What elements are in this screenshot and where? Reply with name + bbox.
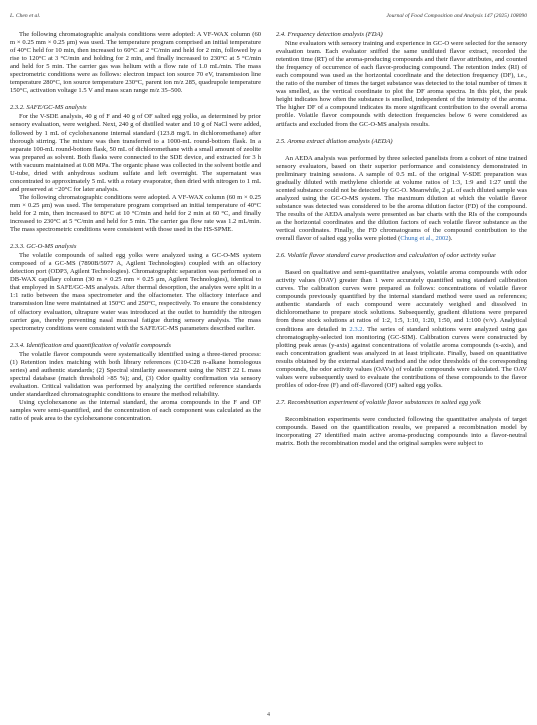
left-column [10, 31, 261, 423]
paragraph-standard-curve [276, 269, 527, 390]
heading-2-7: 2.7. Recombination experiment of volatile flavor substances in salted egg yolk [276, 398, 481, 406]
spacer [276, 261, 527, 269]
standard-curve-text-end: . The series of standard solutions were analyzed using gas chromatography-selected ion monitoring (GC-SIM). Calibration curves were constructed by plotting peak areas (y-axis) against concentrations of volatile aroma compounds (x-axis), and each concentration gradient was analyzed in at least triplicate. Finally, based on quantitative results obtained by the external standard method and the odor thresholds of the corresponding compounds, the odor activity values (OAVs) of volatile compounds were calculated. The OAV values were subsequently used to evaluate the contributions of these compounds to the flavor profiles of odor-free (F) and off-flavored (OF) salted egg yolks. [276, 325, 527, 389]
heading-2-3-4: 2.3.4. Identification and quantification of volatile compounds [10, 341, 171, 349]
paragraph-aeda [276, 155, 527, 244]
paragraph-identification: The volatile flavor compounds were systematically identified using a three-tiered process: (1) Retention index matching with both library references (C10-C28 n-alkane homologous series) and authentic standards; (2) Spectral similarity assessment using the NIST 22 L mass spectral database (match threshold >85 %); and, (3) Odor quality confirmation via sensory evaluation. Critical validation was performed by analyzing the certified reference standards under standardized chromatographic conditions to ensure the method reliability. [10, 350, 261, 398]
paragraph-vsde-analysis: For the V-SDE analysis, 40 g of F and 40 g of OF salted egg yolks, as determined by prior sensory evaluation, were weighed. Next, 240 g of distilled water and 10 g of NaCl were added, followed by 1 mL of cyclohexanone internal standard (123.8 mg/L in dichloromethane) after thorough stirring. The mixture was then transferred to a 1000-mL round-bottom flask. In a separate 100-mL round-bottom flask, 50 mL of dichloromethane with a small amount of zeolite was prepared as solvent. Both flasks were connected to the SDE device, and extracted for 3 h with vacuum maintained at 0.08 MPa. The organic phase was collected in the solvent bottle and U-tube, dried with anhydrous sodium sulfate and left overnight. The supernatant was concentrated to approximately 5 mL with a rotary evaporator, then dried with nitrogen to 1 mL and preserved at −20°C for later analysis. [10, 113, 261, 193]
running-authors: L. Chen et al. [10, 13, 41, 19]
aeda-text: An AEDA analysis was performed by three selected panelists from a cohort of nine trained sensory evaluators, based on their superior performance and consistency demonstrated in preliminary training sessions. A sample of 0.5 mL of the original V-SDE preparation was gradually diluted with methylene chloride at volume ratios of 1:3, 1:9 and 1:27 until the scented substance could not be detected by GC-O. Meanwhile, 2 μL of each diluted sample was analyzed using the GC-O-MS system. The maximum dilution at which the volatile flavor substance was detected was considered to be the aroma dilution factor (FD) of the compound. The results of the AEDA analysis were presented as bar charts with the RIs of the compounds as the horizontal coordinates and the dilution factors of each volatile flavor substance as the vertical coordinates. Finally, the FD chromatograms of the compound contribution to the overall flavor of salted egg yolks were plotted ( [276, 154, 527, 243]
heading-2-4: 2.4. Frequency detection analysis (FDA) [276, 31, 383, 38]
heading-2-6: 2.6. Volatile flavor standard curve production and calculation of odor activity value [276, 252, 496, 260]
paragraph-recombination: Recombination experiments were conducted following the quantitative analysis of target compounds. Based on the quantification results, we prepared a recombination model by incorporating 27 identified main active aroma-producing compounds into a flavor-neutral matrix. Both the recombination model and the original samples were subject to [276, 415, 527, 448]
heading-2-5: 2.5. Aroma extract dilution analysis (AEDA) [276, 137, 393, 145]
standard-curve-text: Based on qualitative and semi-quantitative analyses, volatile aroma compounds with odor activity values (OAV) greater than 1 were accurately quantified using standard calibration curves. The calibration curves were prepared as follows: concentrations of volatile flavor compounds previously quantified by the internal standard method were used as references; authentic standards of each compound were accurately weighed and dissolved in dichloromethane to prepare stock solutions. Subsequently, gradient dilutions were prepared from these stock solutions at ratios of 1:2, 1:5, 1:10, 1:20, 1:50, and 1:100 (v/v). Analytical conditions are detailed in [276, 269, 527, 333]
aeda-text-end: ). [448, 235, 453, 243]
page-number: 4 [267, 712, 270, 718]
citation-link-chung[interactable]: Chung et al., 2002 [400, 235, 449, 243]
spacer [276, 408, 527, 416]
paragraph-quantification: Using cyclohexanone as the internal standard, the aroma compounds in the F and OF samples were semi-quantified, and the concentration of each component was calculated as the ratio of peak area to the cyclohexanone concentration. [10, 398, 261, 423]
paragraph-gcms-conditions: The following chromatographic analysis conditions were adopted: A VF-WAX column (60 m × 0.25 mm × 0.25 μm) was used. The temperature program comprised an initial temperature of 40°C held for 10 min, then increased to 60°C at 2 °C/min and held for 2 min, followed by a rise to 120°C at 3 °C/min and holding for 2 min, and finally increased to 230°C at 5 °C/min and held for 5 min. The carrier gas was helium with a flow rate of 1.0 mL/min. The mass spectrometric conditions were as follows: electron impact ion source 70 eV, transmission line temperature 280°C, ion source temperature 230°C, parent ion m/z 285, quadrupole temperature 150°C, activation voltage 1.5 V and mass scan range m/z 35–500. [10, 31, 261, 95]
page-header [10, 13, 527, 25]
heading-2-3-2: 2.3.2. SAFE/GC-MS analysis [10, 104, 87, 112]
heading-2-3-3: 2.3.3. GC-O-MS analysis [10, 243, 77, 251]
paragraph-vsde-chromatography: The following chromatographic conditions were adopted. A VF-WAX column (60 m × 0.25 mm × 0.25 μm) was used. The temperature program comprised an initial temperature of 40°C held for 2 min, then increased to 80°C at 10 °C/min and held for 2 min at 60 °C, and finally increased to 230°C at 5 °C/min and held for 5 min. The carrier gas flow rate was 1.2 mL/min. The mass spectrometric conditions were consistent with those used in the HS-SPME. [10, 193, 261, 234]
spacer [276, 147, 527, 155]
running-journal: Journal of Food Composition and Analysis 147 (2025) 108090 [386, 13, 527, 19]
section-link-2-3-2[interactable]: 2.3.2 [349, 325, 363, 333]
right-column [276, 31, 527, 448]
paragraph-fda: Nine evaluators with sensory training and experience in GC-O were selected for the sensory evaluation team. Each evaluator sniffed the same undiluted flavor extract, recorded the retention time (RT) of the aroma-producing compounds and their flavor attributes, and counted the frequency of occurrence of each flavor-producing compound. The retention index (RI) of each compound was used as the horizontal coordinate and the detection frequency (DF), i.e., the ratio of the number of times the target substance was detected to the total number of times it was smelled, as the vertical coordinate to plot the DF aroma spectra. In this plot, the peak height indicates how often the substance is smelled, independent of the intensity of the aroma. The higher DF of a compound indicates its more significant contribution to the overall aroma profile. Volatile flavor compounds with detection frequencies below 6 were considered as artifacts and excluded from the GC-O-MS analysis results. [276, 40, 527, 128]
paragraph-gcoms-analysis: The volatile compounds of salted egg yolks were analyzed using a GC-O-MS system composed of a GC-MS (7890B/5977 A, Agilent Technologies) coupled with an olfactory detection port (ODP3, Agilent Technologies). Chromatographic separation was performed on a DB-WAX capillary column (30 m × 0.25 mm × 0.25 μm, Agilent Technologies), identical to that employed in SAFE/GC-MS analysis. After thermal desorption, the analytes were split in a 1:1 ratio between the mass spectrometer and the olfactometer. The olfactory interface and transmission line were maintained at 150°C and 250°C, respectively. To ensure the consistency of olfactory evaluation, ultrapure water was introduced at the outlet to humidify the nitrogen carrier gas, thereby preventing nasal mucosal fatigue during sensory analysis. The mass spectrometry conditions were consistent with the SAFE/GC-MS parameters described earlier. [10, 252, 261, 332]
